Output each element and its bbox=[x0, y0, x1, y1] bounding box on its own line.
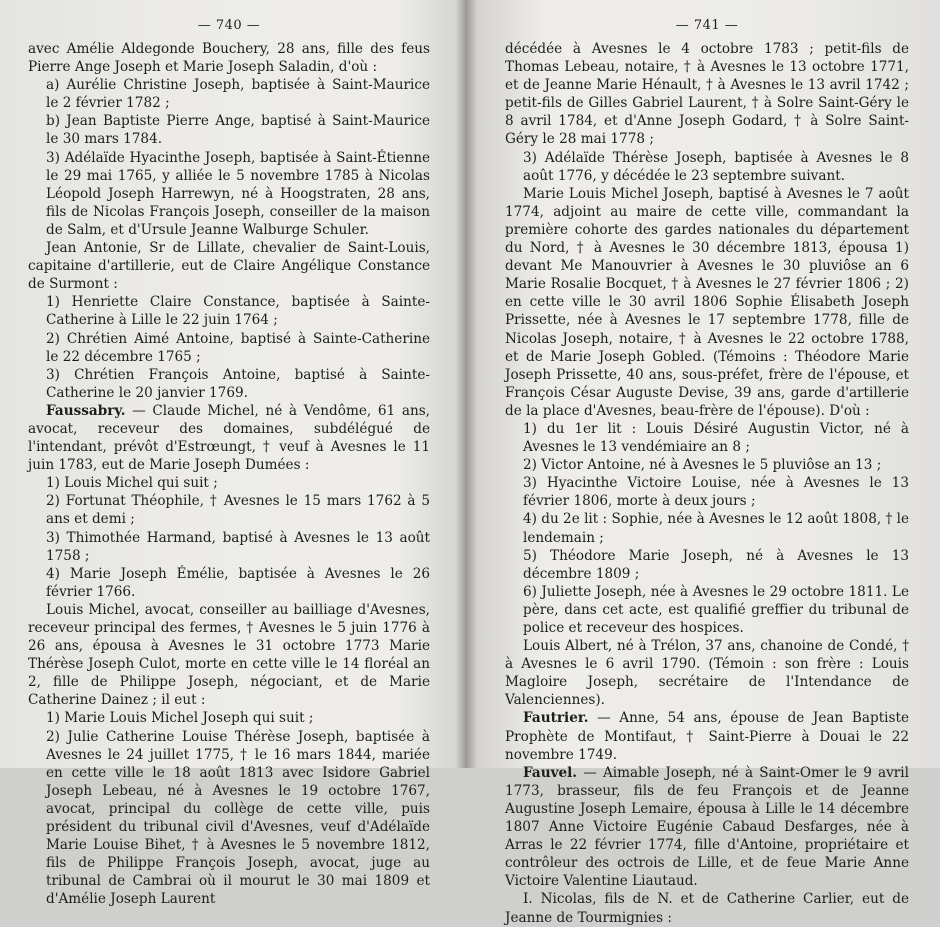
paragraph: 1) Henriette Claire Constance, baptisée à Sainte-Catherine à Lille le 22 juin 1764 ; bbox=[46, 294, 430, 329]
paragraph: Jean Antonie, Sr de Lillate, chevalier de Saint-Louis, capitaine d'artillerie, eut de Claire Angélique Constance de Surmont : bbox=[28, 240, 430, 293]
paragraph: avec Amélie Aldegonde Bouchery, 28 ans, fille des feus Pierre Ange Joseph et Marie Joseph Saladin, d'où : bbox=[28, 41, 430, 76]
paragraph: b) Jean Baptiste Pierre Ange, baptisé à Saint-Maurice le 30 mars 1784. bbox=[46, 113, 430, 148]
paragraph: 3) Hyacinthe Victoire Louise, née à Avesnes le 13 février 1806, morte à deux jours ; bbox=[523, 475, 909, 510]
paragraph: Marie Louis Michel Joseph, baptisé à Avesnes le 7 août 1774, adjoint au maire de cette ville, commandant la première cohorte des gardes nationales du département du Nord, † à Avesnes le 30 décembre 1813, épousa 1) devant Me Manouvrier à Avesnes le 30 pluviôse an 6 Marie Rosalie Bocquet, † à Avesnes le 27 février 1806 ; 2) en cette ville le 30 avril 1806 Sophie Élisabeth Joseph Prissette, née à Avesnes le 17 septembre 1778, fille de Nicolas Joseph, notaire, † à Avesnes le 22 octobre 1788, et de Marie Joseph Gobled. (Témoins : Théodore Marie Joseph Prissette, 40 ans, sous-préfet, frère de l'épouse, et François César Auguste Devise, 39 ans, garde d'artillerie de la place d'Avesnes, beau-frère de l'épouse). D'où : bbox=[505, 185, 909, 419]
right-page bbox=[505, 0, 909, 926]
paragraph: 4) du 2e lit : Sophie, née à Avesnes le 12 août 1808, † le lendemain ; bbox=[523, 511, 909, 546]
paragraph: décédée à Avesnes le 4 octobre 1783 ; petit-fils de Thomas Lebeau, notaire, † à Avesnes le 13 octobre 1771, et de Jeanne Marie Hénault, † à Avesnes le 13 avril 1742 ; petit-fils de Gilles Gabriel Laurent, † à Solre Saint-Géry le 8 avril 1784, et d'Anne Joseph Godard, † à Solre Saint-Géry le 28 mai 1778 ; bbox=[505, 41, 909, 148]
paragraph: 2) Chrétien Aimé Antoine, baptisé à Sainte-Catherine le 22 décembre 1765 ; bbox=[46, 330, 430, 365]
paragraph: a) Aurélie Christine Joseph, baptisée à Saint-Maurice le 2 février 1782 ; bbox=[46, 77, 430, 112]
paragraph: 2) Fortunat Théophile, † Avesnes le 15 mars 1762 à 5 ans et demi ; bbox=[46, 493, 430, 528]
paragraph: 3) Adélaïde Hyacinthe Joseph, baptisée à Saint-Étienne le 29 mai 1765, y alliée le 5 novembre 1785 à Nicolas Léopold Joseph Harrewyn, né à Hoogstraten, 28 ans, fils de Nicolas François Joseph, conseiller de la maison de Salm, et d'Ursule Jeanne Walburge Schuler. bbox=[46, 149, 430, 238]
paragraph: 3) Adélaïde Thérèse Joseph, baptisée à Avesnes le 8 août 1776, y décédée le 23 septembre suivant. bbox=[523, 149, 909, 184]
paragraph: Fautrier. — Anne, 54 ans, épouse de Jean Baptiste Prophète de Montifaut, † Saint-Pierre à Douai le 22 novembre 1749. bbox=[505, 710, 909, 763]
paragraph: 4) Marie Joseph Émélie, baptisée à Avesnes le 26 février 1766. bbox=[46, 565, 430, 600]
paragraph: 3) Thimothée Harmand, baptisé à Avesnes le 13 août 1758 ; bbox=[46, 529, 430, 564]
left-page-number: — 740 — bbox=[197, 18, 261, 33]
entry-heading: Faussabry. bbox=[46, 402, 126, 419]
paragraph: 3) Chrétien François Antoine, baptisé à Sainte-Catherine le 20 janvier 1769. bbox=[46, 366, 430, 401]
left-page bbox=[28, 0, 430, 908]
right-page-text bbox=[505, 40, 909, 927]
paragraph: Louis Albert, né à Trélon, 37 ans, chanoine de Condé, † à Avesnes le 6 avril 1790. (Témoin : son frère : Louis Magloire Joseph, secrétaire de l'Intendance de Valenciennes). bbox=[505, 638, 909, 709]
left-page-text bbox=[28, 40, 430, 909]
paragraph: 2) Victor Antoine, né à Avesnes le 5 pluviôse an 13 ; bbox=[523, 457, 882, 474]
paragraph: 1) Louis Michel qui suit ; bbox=[46, 475, 218, 492]
paragraph: 5) Théodore Marie Joseph, né à Avesnes le 13 décembre 1809 ; bbox=[523, 547, 909, 582]
paragraph: 1) Marie Louis Michel Joseph qui suit ; bbox=[46, 710, 314, 727]
paragraph: 6) Juliette Joseph, née à Avesnes le 29 octobre 1811. Le père, dans cet acte, est qualifié greffier du tribunal de police et receveur des hospices. bbox=[523, 583, 909, 636]
paragraph: 2) Julie Catherine Louise Thérèse Joseph, baptisée à Avesnes le 24 juillet 1775, † le 16 mars 1844, mariée en cette ville le 18 août 1813 avec Isidore Gabriel Joseph Lebeau, né à Avesnes le 19 octobre 1767, avocat, principal du collège de cette ville, puis président du tribunal civil d'Avesnes, veuf d'Adélaïde Marie Louise Bihet, † à Avesnes le 5 novembre 1812, fils de Philippe François Joseph, avocat, juge au tribunal de Cambrai où il mourut le 30 mai 1809 et d'Amélie Joseph Laurent bbox=[46, 728, 430, 908]
entry-heading: Fautrier. bbox=[523, 710, 589, 727]
right-page-number: — 741 — bbox=[675, 18, 739, 33]
paragraph: 1) du 1er lit : Louis Désiré Augustin Victor, né à Avesnes le 13 vendémiaire an 8 ; bbox=[523, 420, 909, 456]
paragraph: Louis Michel, avocat, conseiller au bailliage d'Avesnes, receveur principal des fermes, † Avesnes le 5 juin 1776 à 26 ans, épousa à Avesnes le 31 octobre 1773 Marie Thérèse Joseph Culot, morte en cette ville le 14 floréal an 2, fille de Philippe Joseph, négociant, et de Marie Catherine Dainez ; il eut : bbox=[28, 601, 430, 709]
paragraph: Fauvel. — Aimable Joseph, né à Saint-Omer le 9 avril 1773, brasseur, fils de feu François et de Jeanne Augustine Joseph Lemaire, épousa à Lille le 14 décembre 1807 Anne Victoire Eugénie Cabaud Desfarges, née à Arras le 22 février 1774, fille d'Antoine, propriétaire et contrôleur des octrois de Lille, et de feue Marie Anne Victoire Valentine Liautaud. bbox=[505, 764, 909, 890]
paragraph: I. Nicolas, fils de N. et de Catherine Carlier, eut de Jeanne de Tourmignies : bbox=[505, 891, 909, 926]
paragraph: Faussabry. — Claude Michel, né à Vendôme, 61 ans, avocat, receveur des domaines, subdélégué de l'intendant, prévôt d'Estrœungt, † veuf à Avesnes le 11 juin 1783, eut de Marie Joseph Dumées : bbox=[28, 402, 430, 474]
entry-heading: Fauvel. bbox=[523, 764, 578, 781]
